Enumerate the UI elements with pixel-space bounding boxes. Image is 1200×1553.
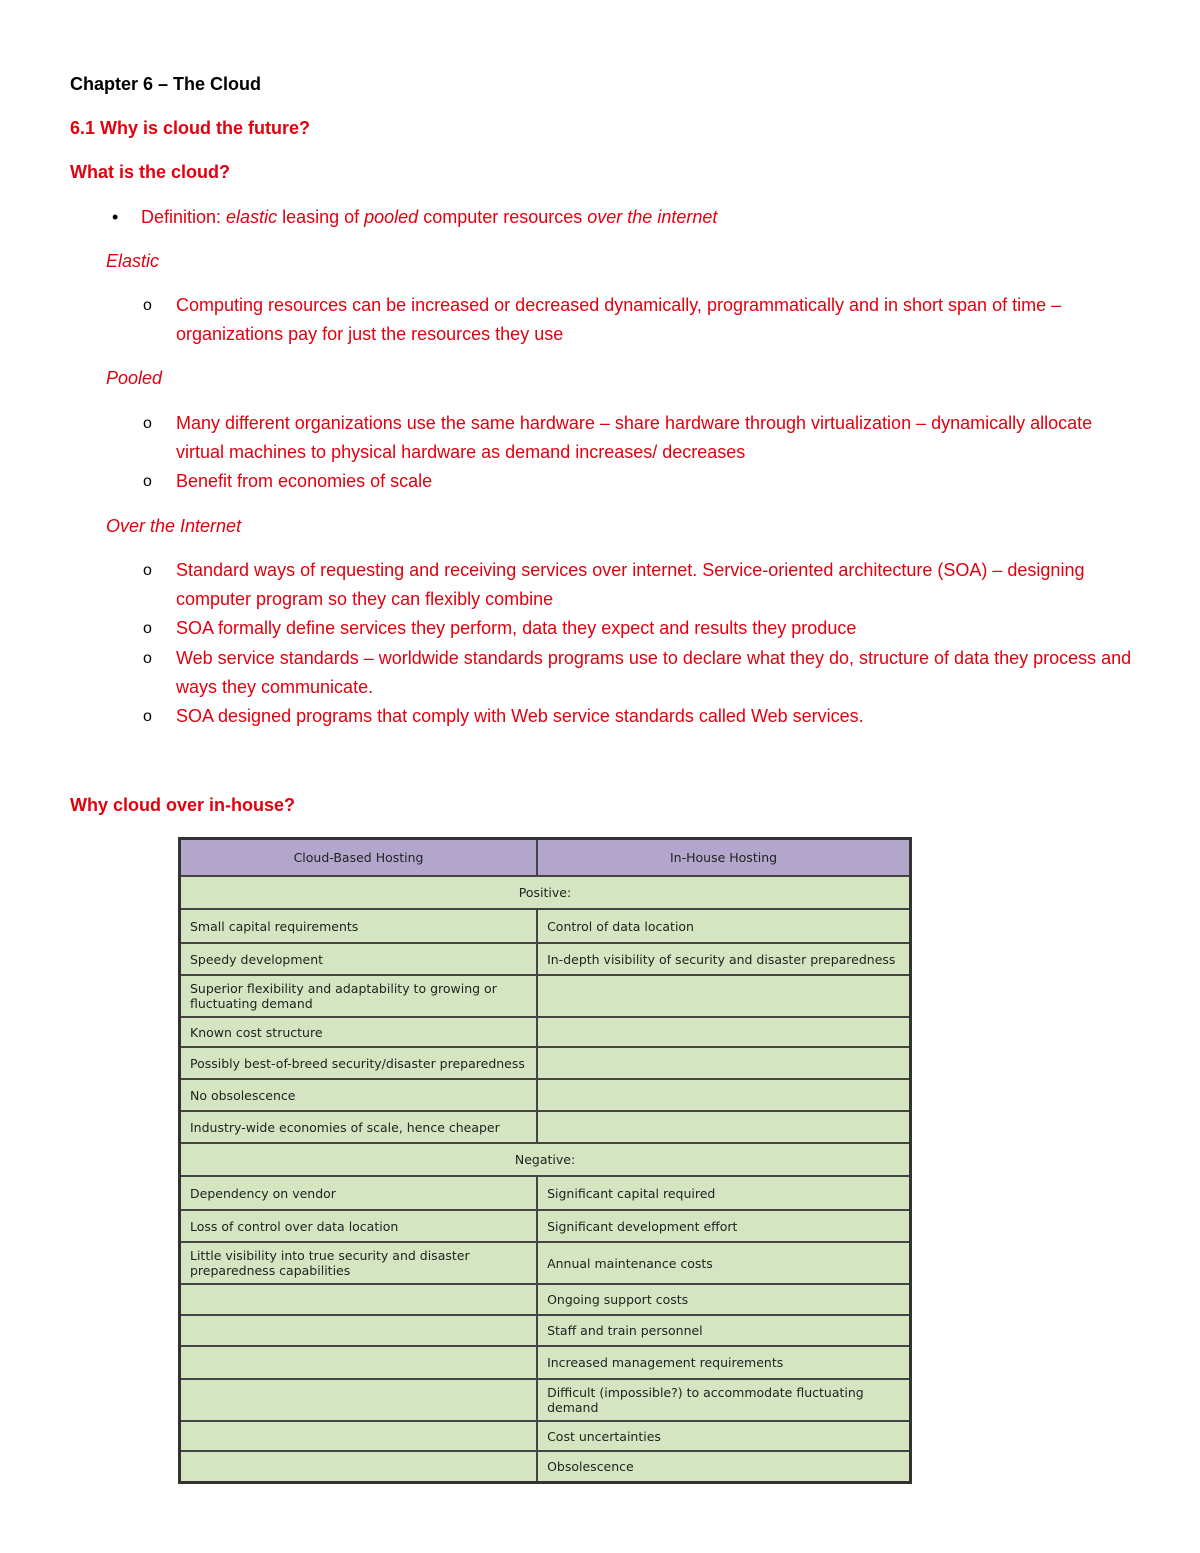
table-cell: Annual maintenance costs (537, 1242, 910, 1284)
pooled-item-2: Benefit from economies of scale (176, 471, 433, 491)
definition-word-elastic: elastic (226, 207, 278, 227)
table-row (180, 1284, 911, 1315)
table-row (180, 1379, 911, 1421)
internet-item-3: Web service standards – worldwide standards programs use to declare what they do, structure of data they process and ways they communicate. (176, 648, 1132, 697)
list-marker: o (143, 562, 152, 579)
pooled-heading: Pooled (106, 368, 163, 388)
table-row (180, 1210, 911, 1242)
definition-label: Definition: (141, 207, 227, 227)
why-cloud-heading: Why cloud over in-house? (70, 795, 296, 815)
table-cell: Control of data location (537, 909, 910, 943)
table-cell (180, 1421, 538, 1451)
bullet-dot: • (112, 207, 119, 227)
table-row (180, 1017, 911, 1047)
table-row (180, 909, 911, 943)
table-cell: Significant capital required (537, 1176, 910, 1210)
internet-item-2: SOA formally define services they perform, data they expect and results they produce (176, 618, 857, 638)
table-cell (537, 1017, 910, 1047)
table-cell: Possibly best-of-breed security/disaster preparedness (180, 1047, 538, 1079)
chapter-title: Chapter 6 – The Cloud (70, 74, 262, 94)
list-marker: o (143, 473, 152, 490)
positive-section-row (180, 876, 911, 909)
header-inhouse-hosting: In-House Hosting (537, 839, 910, 877)
table-row (180, 975, 911, 1017)
header-cloud-hosting: Cloud-Based Hosting (180, 839, 538, 877)
table-cell (180, 1379, 538, 1421)
table-cell: Superior flexibility and adaptability to growing or fluctuating demand (180, 975, 538, 1017)
internet-item-4: SOA designed programs that comply with Web service standards called Web services. (176, 706, 864, 726)
positive-label: Positive: (180, 876, 911, 909)
table-cell (180, 1451, 538, 1482)
list-marker: o (143, 297, 152, 314)
table-cell: Industry-wide economies of scale, hence cheaper (180, 1111, 538, 1143)
table-cell: Loss of control over data location (180, 1210, 538, 1242)
table-row (180, 1176, 911, 1210)
negative-label: Negative: (180, 1143, 911, 1176)
table-cell: Obsolescence (537, 1451, 910, 1482)
hosting-comparison-table (178, 837, 912, 1484)
table-cell (180, 1315, 538, 1346)
table-cell (180, 1284, 538, 1315)
table-cell (537, 975, 910, 1017)
section-heading: 6.1 Why is cloud the future? (70, 118, 311, 138)
elastic-item-1: Computing resources can be increased or decreased dynamically, programmatically and in short span of time – organizations pay for just the resources they use (176, 295, 1062, 344)
table-cell: Dependency on vendor (180, 1176, 538, 1210)
table-cell (537, 1111, 910, 1143)
table-row (180, 1451, 911, 1482)
table-cell (537, 1079, 910, 1111)
table-cell: In-depth visibility of security and disaster preparedness (537, 943, 910, 975)
what-is-cloud-heading: What is the cloud? (70, 162, 230, 182)
table-cell: Small capital requirements (180, 909, 538, 943)
table-row (180, 1346, 911, 1379)
table-cell: Significant development effort (537, 1210, 910, 1242)
table-cell: Speedy development (180, 943, 538, 975)
table-cell (537, 1047, 910, 1079)
list-marker: o (143, 708, 152, 725)
table-cell: Increased management requirements (537, 1346, 910, 1379)
table-cell: Staff and train personnel (537, 1315, 910, 1346)
pooled-item-1: Many different organizations use the same hardware – share hardware through virtualization – dynamically allocate virtual machines to physical hardware as demand increases/ decreases (176, 413, 1093, 462)
table-cell (180, 1346, 538, 1379)
table-row (180, 1242, 911, 1284)
definition-word-internet: over the internet (587, 207, 718, 227)
internet-heading: Over the Internet (106, 516, 242, 536)
table-cell: Ongoing support costs (537, 1284, 910, 1315)
table-row (180, 1047, 911, 1079)
table-cell: Little visibility into true security and disaster preparedness capabilities (180, 1242, 538, 1284)
table-cell: No obsolescence (180, 1079, 538, 1111)
definition-word-pooled: pooled (364, 207, 419, 227)
list-marker: o (143, 650, 152, 667)
definition-line (141, 203, 1101, 232)
table-cell: Cost uncertainties (537, 1421, 910, 1451)
internet-item-1: Standard ways of requesting and receiving services over internet. Service-oriented architecture (SOA) – designing computer program so they can flexibly combine (176, 560, 1085, 609)
table-row (180, 943, 911, 975)
list-marker: o (143, 415, 152, 432)
table-cell: Known cost structure (180, 1017, 538, 1047)
table-row (180, 1111, 911, 1143)
table-row (180, 1315, 911, 1346)
table-row (180, 1079, 911, 1111)
elastic-heading: Elastic (106, 251, 160, 271)
definition-text-1: leasing of (277, 207, 365, 227)
list-marker: o (143, 620, 152, 637)
table-header-row (180, 839, 911, 877)
definition-text-2: computer resources (418, 207, 588, 227)
negative-section-row (180, 1143, 911, 1176)
table-row (180, 1421, 911, 1451)
table-cell: Difficult (impossible?) to accommodate fluctuating demand (537, 1379, 910, 1421)
